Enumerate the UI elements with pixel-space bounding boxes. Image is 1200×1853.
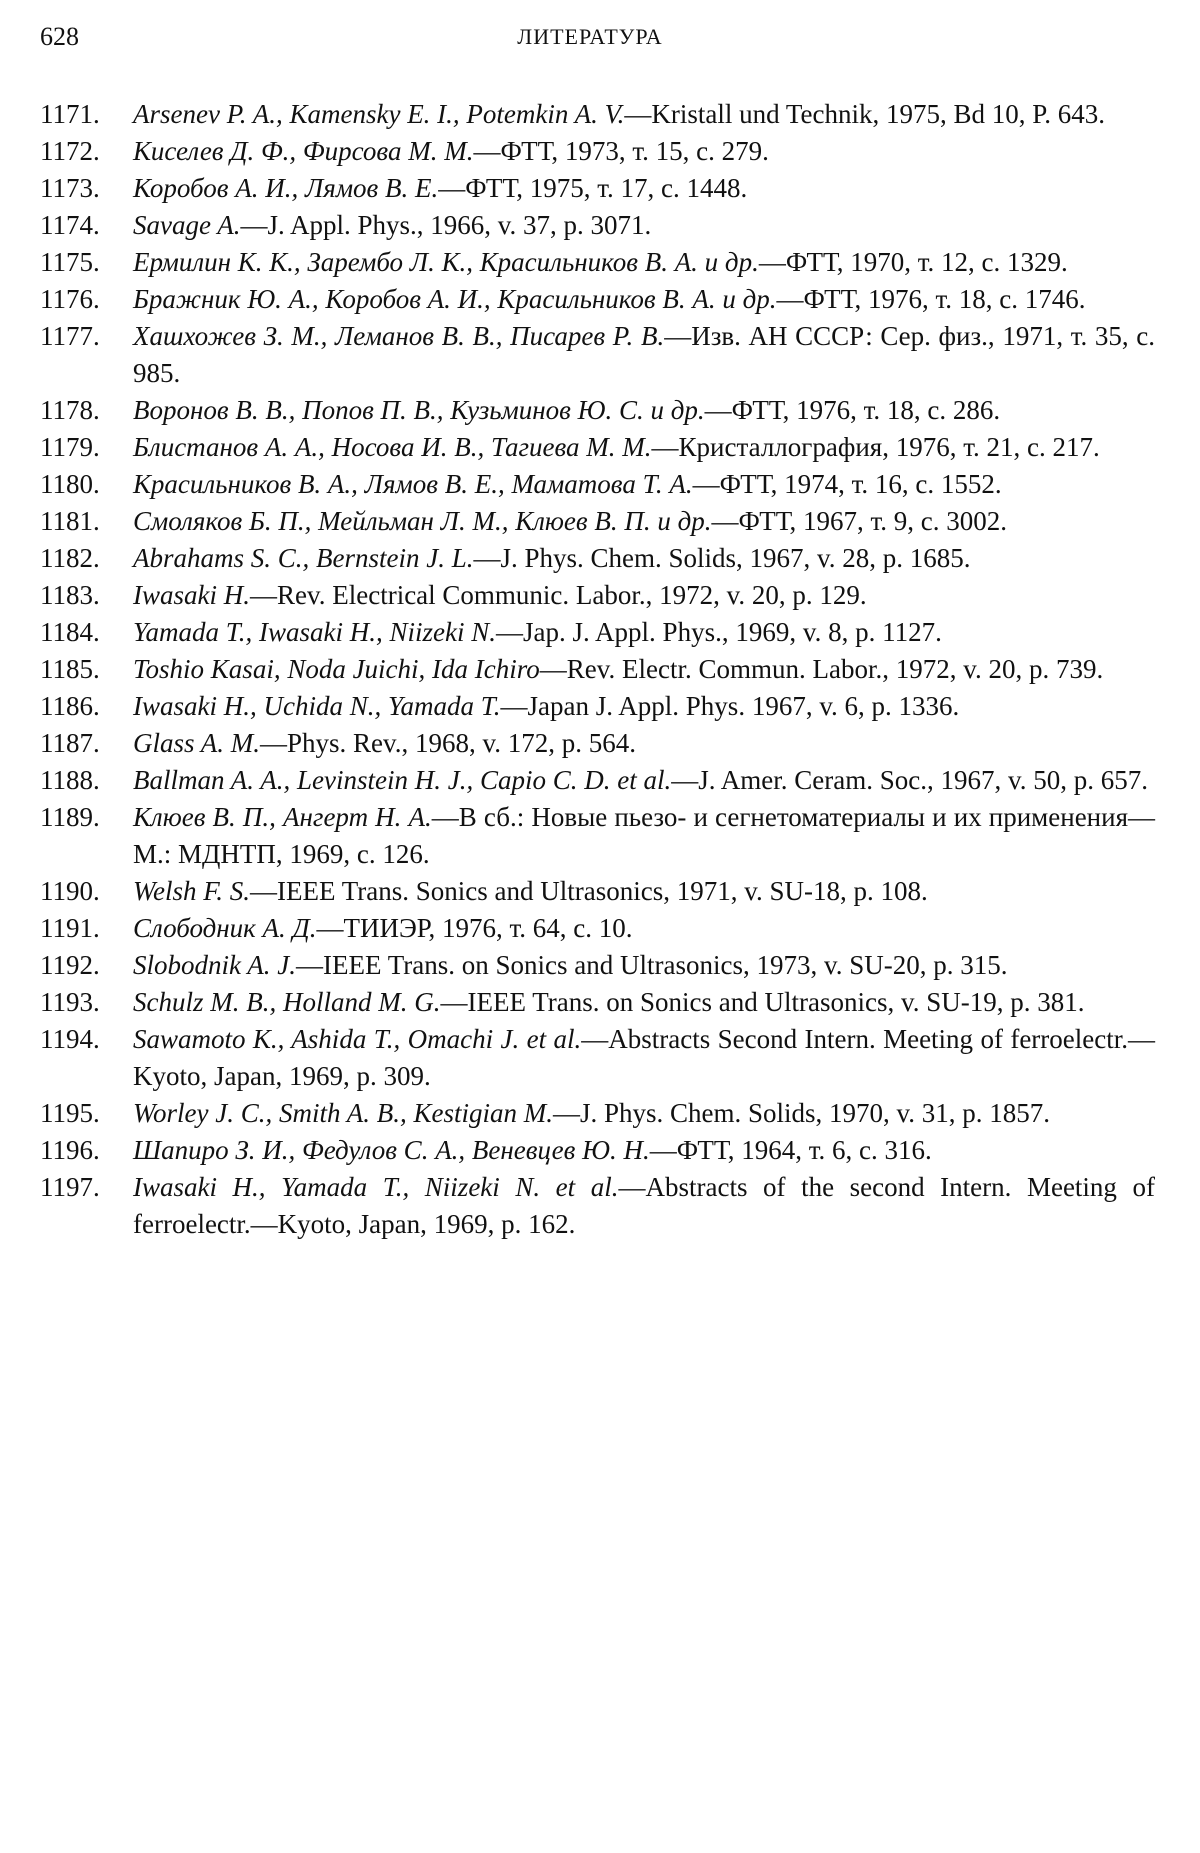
- reference-number: 1180.: [40, 469, 100, 499]
- reference-authors: Sawamoto K., Ashida T., Omachi J. et al.: [133, 1024, 582, 1054]
- reference-number: 1190.: [40, 876, 100, 906]
- reference-entry: [40, 392, 1155, 429]
- reference-number: 1196.: [40, 1135, 100, 1165]
- reference-entry: [40, 466, 1155, 503]
- reference-number: 1174.: [40, 210, 100, 240]
- reference-authors: Бражник Ю. А., Коробов А. И., Красильников В. А. и др.: [133, 284, 777, 314]
- reference-source: —Abstracts Second Intern. Meeting of ferroelectr.—Kyoto, Japan, 1969, p. 309.: [133, 1024, 1155, 1091]
- reference-entry: [40, 688, 1155, 725]
- reference-entry: [40, 577, 1155, 614]
- reference-number: 1195.: [40, 1098, 100, 1128]
- reference-source: —Кристаллография, 1976, т. 21, с. 217.: [651, 432, 1100, 462]
- reference-number: 1182.: [40, 543, 100, 573]
- reference-number: 1193.: [40, 987, 100, 1017]
- reference-authors: Ермилин К. К., Зарембо Л. К., Красильников В. А. и др.: [133, 247, 759, 277]
- reference-authors: Хашхожев З. М., Леманов В. В., Писарев Р. В.: [133, 321, 665, 351]
- reference-source: —Rev. Electr. Commun. Labor., 1972, v. 20, p. 739.: [539, 654, 1104, 684]
- reference-authors: Слободник А. Д.: [133, 913, 317, 943]
- reference-authors: Iwasaki H., Yamada T., Niizeki N. et al.: [133, 1172, 619, 1202]
- reference-number: 1181.: [40, 506, 100, 536]
- reference-number: 1184.: [40, 617, 100, 647]
- reference-authors: Slobodnik A. J.: [133, 950, 296, 980]
- reference-entry: [40, 651, 1155, 688]
- reference-source: —ФТТ, 1970, т. 12, с. 1329.: [758, 247, 1068, 277]
- reference-authors: Arsenev P. A., Kamensky E. I., Potemkin A. V.: [133, 99, 625, 129]
- reference-authors: Блистанов А. А., Носова И. В., Тагиева М. М.: [133, 432, 652, 462]
- reference-number: 1191.: [40, 913, 100, 943]
- reference-source: —В сб.: Новые пьезо- и сегнетоматериалы и их применения—М.: МДНТП, 1969, с. 126.: [133, 802, 1156, 869]
- reference-entry: [40, 170, 1155, 207]
- reference-authors: Welsh F. S.: [133, 876, 251, 906]
- reference-authors: Iwasaki H.: [133, 580, 250, 610]
- reference-source: —J. Phys. Chem. Solids, 1970, v. 31, p. 1857.: [552, 1098, 1051, 1128]
- reference-authors: Коробов А. И., Лямов В. Е.: [133, 173, 439, 203]
- reference-number: 1197.: [40, 1172, 100, 1202]
- reference-authors: Шапиро З. И., Федулов С. А., Веневцев Ю. Н.: [133, 1135, 650, 1165]
- reference-number: 1194.: [40, 1024, 100, 1054]
- reference-source: —J. Appl. Phys., 1966, v. 37, p. 3071.: [240, 210, 652, 240]
- reference-number: 1186.: [40, 691, 100, 721]
- reference-entry: [40, 762, 1155, 799]
- reference-entry: [40, 207, 1155, 244]
- reference-entry: [40, 318, 1155, 392]
- reference-number: 1173.: [40, 173, 100, 203]
- reference-source: —Изв. АН СССР: Сер. физ., 1971, т. 35, с. 985.: [133, 321, 1155, 388]
- reference-entry: [40, 910, 1155, 947]
- reference-authors: Ballman A. A., Levinstein H. J., Capio C. D. et al.: [133, 765, 672, 795]
- reference-source: —ФТТ, 1974, т. 16, с. 1552.: [692, 469, 1002, 499]
- reference-entry: [40, 947, 1155, 984]
- reference-number: 1183.: [40, 580, 100, 610]
- reference-authors: Toshio Kasai, Noda Juichi, Ida Ichiro: [133, 654, 540, 684]
- reference-number: 1188.: [40, 765, 100, 795]
- reference-number: 1179.: [40, 432, 100, 462]
- reference-source: —J. Amer. Ceram. Soc., 1967, v. 50, p. 657.: [671, 765, 1148, 795]
- reference-source: —ФТТ, 1964, т. 6, с. 316.: [649, 1135, 932, 1165]
- reference-entry: [40, 244, 1155, 281]
- reference-entry: [40, 725, 1155, 762]
- reference-authors: Savage A.: [133, 210, 241, 240]
- reference-entry: [40, 873, 1155, 910]
- reference-source: —Japan J. Appl. Phys. 1967, v. 6, p. 1336.: [500, 691, 960, 721]
- reference-source: —Phys. Rev., 1968, v. 172, p. 564.: [260, 728, 637, 758]
- reference-number: 1192.: [40, 950, 100, 980]
- reference-entry: [40, 503, 1155, 540]
- reference-source: —Kristall und Technik, 1975, Bd 10, P. 643.: [624, 99, 1106, 129]
- reference-authors: Воронов В. В., Попов П. В., Кузьминов Ю. С. и др.: [133, 395, 705, 425]
- reference-number: 1177.: [40, 321, 100, 351]
- reference-authors: Schulz M. B., Holland M. G.: [133, 987, 441, 1017]
- reference-authors: Красильников В. А., Лямов В. Е., Маматова Т. А.: [133, 469, 693, 499]
- reference-entry: [40, 799, 1155, 873]
- reference-authors: Iwasaki H., Uchida N., Yamada T.: [133, 691, 501, 721]
- reference-number: 1175.: [40, 247, 100, 277]
- reference-source: —ФТТ, 1975, т. 17, с. 1448.: [438, 173, 748, 203]
- reference-number: 1178.: [40, 395, 100, 425]
- reference-entry: [40, 1021, 1155, 1095]
- reference-source: —IEEE Trans. on Sonics and Ultrasonics, 1973, v. SU-20, p. 315.: [295, 950, 1008, 980]
- reference-entry: [40, 281, 1155, 318]
- reference-source: —ФТТ, 1967, т. 9, с. 3002.: [711, 506, 1007, 536]
- reference-source: —ТИИЭР, 1976, т. 64, с. 10.: [316, 913, 633, 943]
- reference-authors: Клюев В. П., Ангерт Н. А.: [133, 802, 432, 832]
- reference-number: 1189.: [40, 802, 100, 832]
- reference-entry: [40, 1132, 1155, 1169]
- reference-entry: [40, 96, 1155, 133]
- reference-source: —IEEE Trans. on Sonics and Ultrasonics, v. SU-19, p. 381.: [440, 987, 1085, 1017]
- reference-entry: [40, 1169, 1155, 1243]
- reference-list: [40, 96, 1155, 1243]
- reference-authors: Abrahams S. C., Bernstein J. L.: [133, 543, 474, 573]
- reference-authors: Worley J. C., Smith A. B., Kestigian M.: [133, 1098, 553, 1128]
- reference-entry: [40, 984, 1155, 1021]
- page-header: [40, 22, 1140, 62]
- reference-entry: [40, 1095, 1155, 1132]
- reference-source: —Abstracts of the second Intern. Meeting of ferroelectr.—Kyoto, Japan, 1969, p. 162.: [133, 1172, 1155, 1239]
- page-number: 628: [40, 22, 79, 51]
- reference-entry: [40, 429, 1155, 466]
- reference-entry: [40, 133, 1155, 170]
- reference-number: 1185.: [40, 654, 100, 684]
- reference-source: —ФТТ, 1976, т. 18, с. 286.: [704, 395, 1001, 425]
- reference-authors: Смоляков Б. П., Мейльман Л. М., Клюев В. П. и др.: [133, 506, 712, 536]
- reference-entry: [40, 614, 1155, 651]
- reference-source: —ФТТ, 1973, т. 15, с. 279.: [473, 136, 769, 166]
- reference-number: 1171.: [40, 99, 100, 129]
- reference-number: 1187.: [40, 728, 100, 758]
- reference-entry: [40, 540, 1155, 577]
- reference-source: —J. Phys. Chem. Solids, 1967, v. 28, p. 1685.: [473, 543, 971, 573]
- reference-authors: Yamada T., Iwasaki H., Niizeki N.: [133, 617, 497, 647]
- running-title: ЛИТЕРАТУРА: [517, 24, 663, 49]
- reference-number: 1172.: [40, 136, 100, 166]
- reference-number: 1176.: [40, 284, 100, 314]
- reference-authors: Glass A. M.: [133, 728, 261, 758]
- reference-authors: Киселев Д. Ф., Фирсова М. М.: [133, 136, 474, 166]
- reference-source: —ФТТ, 1976, т. 18, с. 1746.: [776, 284, 1086, 314]
- reference-source: —IEEE Trans. Sonics and Ultrasonics, 1971, v. SU-18, p. 108.: [250, 876, 928, 906]
- reference-source: —Rev. Electrical Communic. Labor., 1972, v. 20, p. 129.: [250, 580, 867, 610]
- reference-source: —Jap. J. Appl. Phys., 1969, v. 8, p. 1127.: [496, 617, 942, 647]
